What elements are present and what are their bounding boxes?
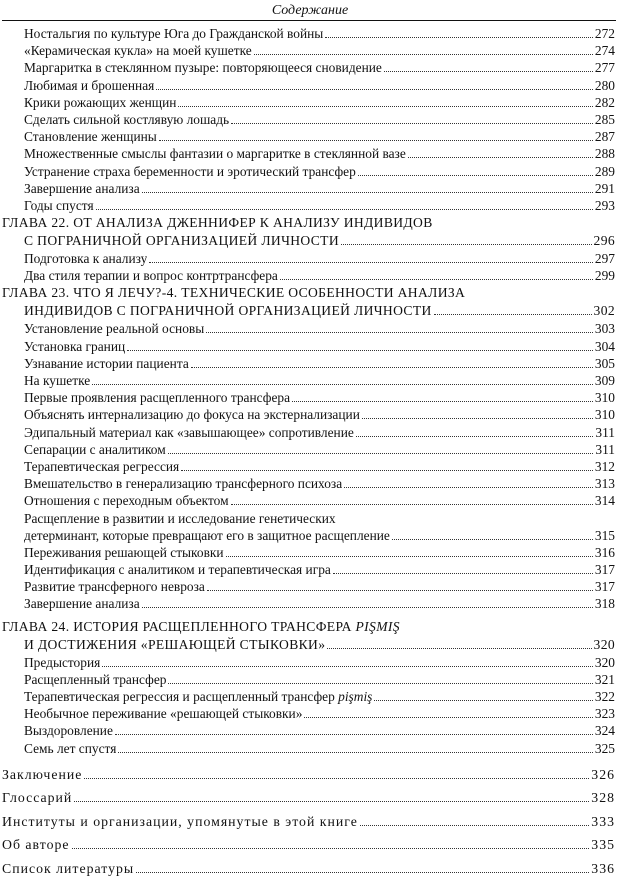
- leader-dots: [115, 722, 593, 735]
- page-number: 310: [594, 407, 615, 423]
- chapter-heading-line[interactable]: ГЛАВА 22. ОТ АНАЛИЗА ДЖЕННИФЕР К АНАЛИЗУ ИНДИВИДОВ: [2, 215, 433, 231]
- leader-dots: [159, 128, 593, 141]
- page-number: 333: [591, 813, 615, 829]
- toc-entry[interactable]: Множественные смыслы фантазии о маргаритке в стеклянной вазе 288: [24, 146, 615, 162]
- toc-entry[interactable]: Сепарации с аналитиком 311: [24, 441, 615, 457]
- toc-entry[interactable]: «Керамическая кукла» на моей кушетке 274: [24, 43, 615, 59]
- page-number: 287: [594, 129, 615, 145]
- leader-dots: [136, 856, 589, 873]
- page-number: 296: [593, 233, 615, 249]
- leader-dots: [327, 636, 591, 649]
- toc-entry[interactable]: Эдипальный материал как «завышающее» сопротивление 311: [24, 424, 615, 440]
- toc-entry[interactable]: Подготовка к анализу 297: [24, 251, 615, 267]
- page-number: 324: [594, 723, 615, 739]
- page-number: 302: [593, 303, 615, 319]
- toc-chapter-23: [0, 284, 620, 612]
- page-number: 272: [594, 26, 615, 41]
- page-number: 288: [594, 146, 615, 162]
- toc-entry-institutions[interactable]: Институты и организации, упомянутые в этой книге 333: [0, 809, 620, 833]
- page-number: 322: [594, 689, 615, 704]
- leader-dots: [358, 163, 593, 176]
- leader-dots: [207, 578, 593, 591]
- page-number: 317: [594, 579, 615, 595]
- page-number: 311: [595, 441, 615, 457]
- leader-dots: [374, 688, 593, 701]
- leader-dots: [181, 458, 593, 471]
- toc-entry[interactable]: Семь лет спустя 325: [24, 740, 615, 756]
- page-number: 289: [594, 163, 615, 179]
- toc-entry[interactable]: Установление реальной основы 303: [24, 321, 615, 337]
- leader-dots: [142, 595, 593, 608]
- toc-entry[interactable]: Установка границ 304: [24, 338, 615, 354]
- page-number: 304: [594, 338, 615, 354]
- leader-dots: [341, 232, 592, 245]
- leader-dots: [408, 145, 593, 158]
- page-number: 321: [594, 671, 615, 687]
- toc-entry[interactable]: Терапевтическая регрессия 312: [24, 458, 615, 474]
- toc-entry-conclusion[interactable]: Заключение 326: [0, 762, 620, 786]
- leader-dots: [84, 762, 589, 779]
- toc-entry[interactable]: На кушетке 309: [24, 373, 615, 388]
- toc-entry-line[interactable]: Расщепление в развитии и исследование генетических: [24, 510, 336, 526]
- leader-dots: [360, 809, 589, 826]
- leader-dots: [118, 740, 593, 753]
- leader-dots: [72, 832, 590, 849]
- leader-dots: [168, 671, 592, 684]
- toc-entry[interactable]: Переживания решающей стыковки 316: [24, 544, 615, 560]
- leader-dots: [304, 705, 592, 718]
- toc-entry[interactable]: Вмешательство в генерализацию трансферного психоза 313: [24, 476, 615, 492]
- toc-entry[interactable]: Годы спустя 293: [24, 197, 615, 213]
- toc-entry[interactable]: Завершение анализа 291: [24, 180, 615, 196]
- page-number: 326: [591, 766, 615, 782]
- leader-dots: [280, 267, 593, 280]
- page-number: 336: [591, 860, 615, 876]
- toc-entry[interactable]: Расщепленный трансфер 321: [24, 671, 615, 687]
- page-number: 320: [593, 636, 615, 652]
- toc-entry[interactable]: Два стиля терапии и вопрос контртрансфера 299: [24, 268, 615, 284]
- page-number: 323: [594, 706, 615, 722]
- leader-dots: [392, 527, 593, 540]
- toc-entry[interactable]: Крики рожающих женщин 282: [24, 94, 615, 110]
- page-number: 328: [591, 790, 615, 806]
- toc-group-previous-chapter: [0, 25, 620, 214]
- leader-dots: [384, 59, 593, 72]
- toc-entry[interactable]: Первые проявления расщепленного трансфера 310: [24, 390, 615, 406]
- page-number: 316: [594, 544, 615, 560]
- toc-entry[interactable]: Идентификация с аналитиком и терапевтическая игра 317: [24, 562, 615, 578]
- page-number: 312: [594, 458, 615, 474]
- page-number: 309: [594, 373, 615, 388]
- page-number: 311: [595, 424, 615, 440]
- table-of-contents: [0, 25, 620, 879]
- chapter-heading-line[interactable]: С ПОГРАНИЧНОЙ ОРГАНИЗАЦИЕЙ ЛИЧНОСТИ 296: [24, 233, 615, 249]
- page-number: 280: [594, 77, 615, 93]
- leader-dots: [206, 320, 593, 333]
- page-number: 297: [594, 251, 615, 267]
- toc-entry-about-author[interactable]: Об авторе 335: [0, 832, 620, 856]
- leader-dots: [178, 94, 592, 107]
- leader-dots: [149, 250, 593, 263]
- header-rule: [2, 20, 616, 21]
- leader-dots: [356, 424, 594, 437]
- toc-entry[interactable]: детерминант, которые превращают его в защитное расщепление 315: [24, 527, 615, 543]
- leader-dots: [191, 355, 593, 368]
- leader-dots: [102, 654, 593, 667]
- page-number: 299: [594, 268, 615, 284]
- toc-entry[interactable]: Ностальгия по культуре Юга до Гражданской войны 272: [24, 26, 615, 41]
- page-number: 285: [594, 111, 615, 127]
- toc-entry[interactable]: Объяснять интернализацию до фокуса на экстернализации 310: [24, 407, 615, 423]
- toc-entry[interactable]: Предыстория 320: [24, 654, 615, 670]
- leader-dots: [168, 441, 594, 454]
- leader-dots: [96, 197, 593, 210]
- page-number: 277: [594, 60, 615, 76]
- toc-entry[interactable]: Отношения с переходным объектом 314: [24, 493, 615, 509]
- page-number: 318: [594, 596, 615, 612]
- toc-entry[interactable]: Завершение анализа 318: [24, 596, 615, 612]
- page-number: 282: [594, 94, 615, 110]
- leader-dots: [142, 180, 593, 193]
- leader-dots: [231, 492, 593, 505]
- page-number: 313: [594, 476, 615, 492]
- toc-backmatter: [0, 762, 620, 880]
- leader-dots: [362, 406, 593, 419]
- leader-dots: [127, 338, 593, 351]
- leader-dots: [156, 77, 593, 90]
- page-number: 314: [594, 493, 615, 509]
- chapter-heading-line[interactable]: И ДОСТИЖЕНИЯ «РЕШАЮЩЕЙ СТЫКОВКИ» 320: [24, 636, 615, 652]
- toc-entry[interactable]: Необычное переживание «решающей стыковки» 323: [24, 706, 615, 722]
- toc-entry[interactable]: Устранение страха беременности и эротический трансфер 289: [24, 163, 615, 179]
- toc-entry[interactable]: Терапевтическая регрессия и расщепленный трансфер pişmiş 322: [24, 689, 615, 704]
- toc-chapter-22: [0, 214, 620, 284]
- toc-entry[interactable]: Становление женщины 287: [24, 129, 615, 145]
- toc-entry[interactable]: Развитие трансферного невроза 317: [24, 579, 615, 595]
- page-number: 325: [594, 740, 615, 756]
- chapter-heading-line[interactable]: ГЛАВА 24. ИСТОРИЯ РАСЩЕПЛЕННОГО ТРАНСФЕРА PIŞMIŞ: [2, 618, 400, 634]
- page-number: 310: [594, 390, 615, 406]
- leader-dots: [325, 25, 593, 38]
- toc-entry[interactable]: Узнавание истории пациента 305: [24, 355, 615, 371]
- chapter-heading-line[interactable]: ИНДИВИДОВ С ПОГРАНИЧНОЙ ОРГАНИЗАЦИЕЙ ЛИЧНОСТИ 302: [24, 303, 615, 319]
- toc-entry[interactable]: Маргаритка в стеклянном пузыре: повторяющееся сновидение 277: [24, 60, 615, 76]
- leader-dots: [226, 544, 593, 557]
- leader-dots: [333, 561, 593, 574]
- running-header: Содержание: [271, 3, 349, 18]
- toc-chapter-24: [0, 618, 620, 757]
- chapter-heading-line[interactable]: ГЛАВА 23. ЧТО Я ЛЕЧУ?-4. ТЕХНИЧЕСКИЕ ОСОБЕННОСТИ АНАЛИЗА: [2, 285, 466, 301]
- toc-entry[interactable]: Выздоровление 324: [24, 723, 615, 739]
- toc-entry-references[interactable]: Список литературы 336: [0, 856, 620, 880]
- page-number: 317: [594, 562, 615, 578]
- leader-dots: [292, 389, 593, 402]
- leader-dots: [434, 302, 592, 315]
- page-number: 293: [594, 197, 615, 213]
- page-number: 291: [594, 180, 615, 196]
- page-number: 274: [594, 43, 615, 59]
- leader-dots: [92, 372, 593, 385]
- toc-entry[interactable]: Сделать сильной костлявую лошадь 285: [24, 111, 615, 127]
- toc-entry-glossary[interactable]: Глоссарий 328: [0, 785, 620, 809]
- page-number: 335: [591, 837, 615, 853]
- toc-entry[interactable]: Любимая и брошенная 280: [24, 77, 615, 93]
- page-number: 305: [594, 355, 615, 371]
- page-number: 320: [594, 654, 615, 670]
- page-number: 303: [594, 321, 615, 337]
- leader-dots: [344, 475, 593, 488]
- leader-dots: [74, 785, 589, 802]
- page-number: 315: [594, 527, 615, 543]
- leader-dots: [231, 111, 593, 124]
- leader-dots: [254, 42, 593, 55]
